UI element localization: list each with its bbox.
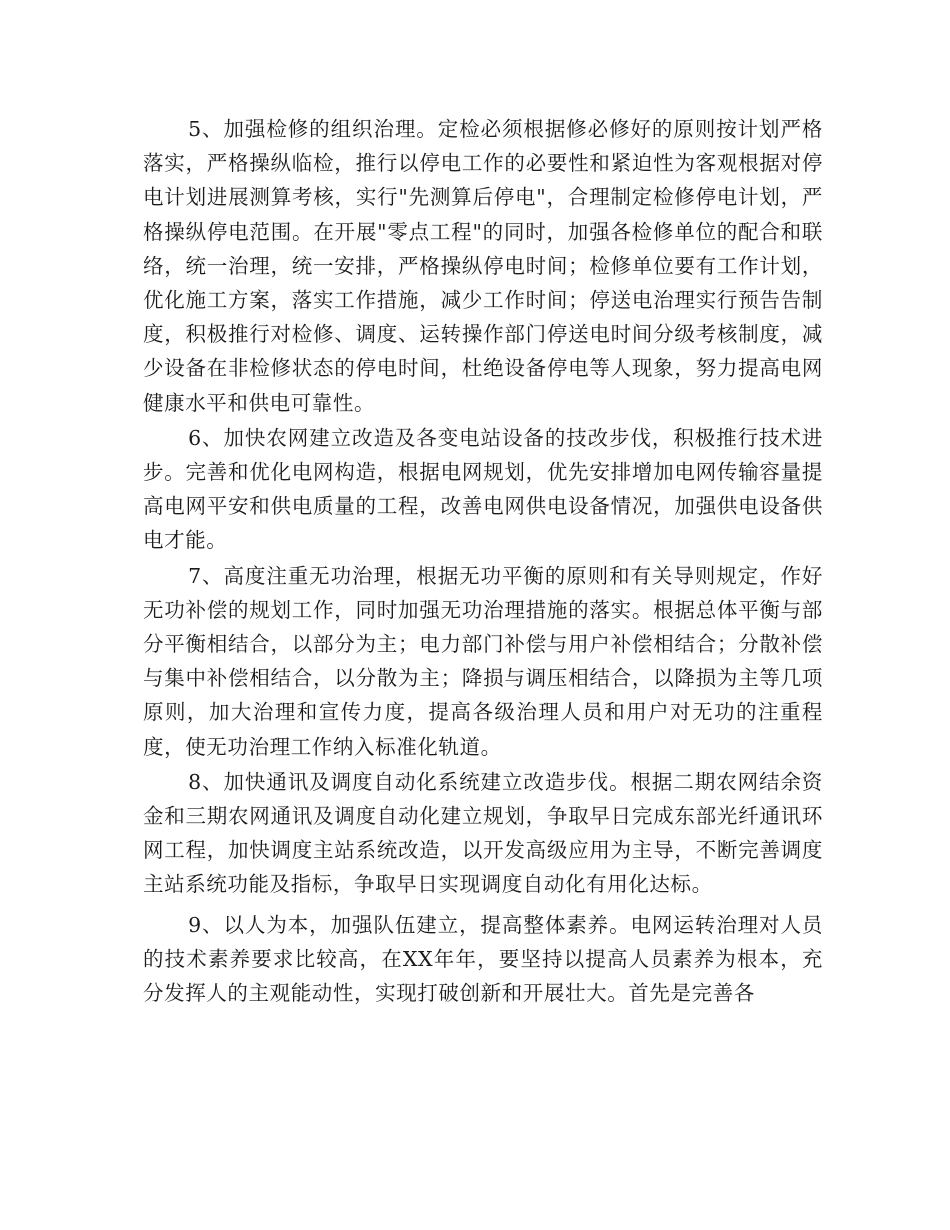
paragraph-item-8: 8、加快通讯及调度自动化系统建立改造步伐。根据二期农网结余资金和三期农网通讯及调度自动化建立规划，争取早日完成东部光纤通讯环网工程，加快调度主站系统改造，以开发高级应用为主导，不断完善调度主站系统功能及指标，争取早日实现调度自动化有用化达标。 bbox=[143, 769, 823, 897]
document-body bbox=[143, 112, 823, 1010]
paragraph-item-6: 6、加快农网建立改造及各变电站设备的技改步伐，积极推行技术进步。完善和优化电网构造，根据电网规划，优先安排增加电网传输容量提高电网平安和供电质量的工程，改善电网供电设备情况，加强供电设备供电才能。 bbox=[143, 425, 823, 553]
paragraph-item-9: 9、以人为本，加强队伍建立，提高整体素养。电网运转治理对人员的技术素养要求比较高，在XX年年，要坚持以提高人员素养为根本，充分发挥人的主观能动性，实现打破创新和开展壮大。首先是完善各 bbox=[143, 912, 823, 1006]
paragraph-item-5: 5、加强检修的组织治理。定检必须根据修必修好的原则按计划严格落实，严格操纵临检，推行以停电工作的必要性和紧迫性为客观根据对停电计划进展测算考核，实行"先测算后停电"，合理制定检修停电计划，严格操纵停电范围。在开展"零点工程"的同时，加强各检修单位的配合和联络，统一治理，统一安排，严格操纵停电时间；检修单位要有工作计划，优化施工方案，落实工作措施，减少工作时间；停送电治理实行预告告制度，积极推行对检修、调度、运转操作部门停送电时间分级考核制度，减少设备在非检修状态的停电时间，杜绝设备停电等人现象，努力提高电网健康水平和供电可靠性。 bbox=[143, 117, 823, 415]
paragraph-item-7: 7、高度注重无功治理，根据无功平衡的原则和有关导则规定，作好无功补偿的规划工作，同时加强无功治理措施的落实。根据总体平衡与部分平衡相结合，以部分为主；电力部门补偿与用户补偿相结合；分散补偿与集中补偿相结合，以分散为主；降损与调压相结合，以降损为主等几项原则，加大治理和宣传力度，提高各级治理人员和用户对无功的注重程度，使无功治理工作纳入标准化轨道。 bbox=[143, 563, 823, 759]
